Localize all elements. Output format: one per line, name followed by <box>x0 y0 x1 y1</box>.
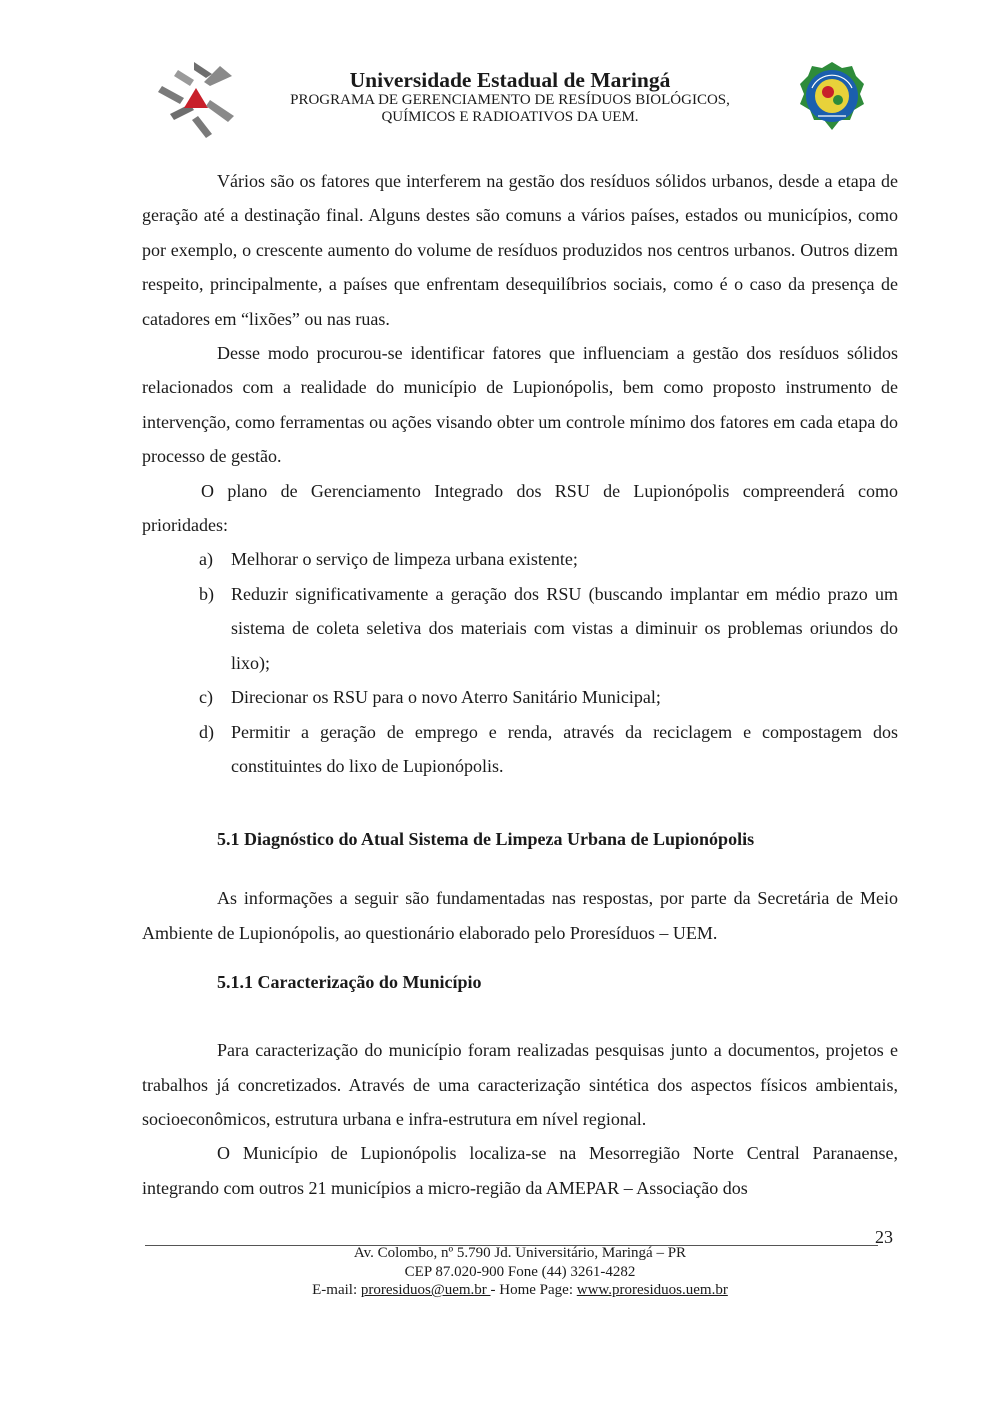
paragraph-5: Para caracterização do município foram realizadas pesquisas junto a documentos, projetos e trabalhos já concretizados. Através de uma caracterização sintética dos aspectos físicos ambientais, socioeconômicos, estrutura urbana e infra-estrutura em nível regional. <box>142 1040 898 1129</box>
list-item-text: Direcionar os RSU para o novo Aterro Sanitário Municipal; <box>231 687 661 708</box>
paragraph-1: Vários são os fatores que interferem na gestão dos resíduos sólidos urbanos, desde a etapa de geração até a destinação final. Alguns destes são comuns a vários países, estados ou municípios, como por exemplo, o crescente aumento do volume de resíduos produzidos nos centros urbanos. Outros dizem respeito, principalmente, a países que enfrentam desequilíbrios sociais, como é o caso da presença de catadores em “lixões” ou nas ruas. <box>142 171 898 329</box>
list-item-text: Melhorar o serviço de limpeza urbana existente; <box>231 549 578 570</box>
page-number: 23 <box>875 1227 893 1247</box>
list-item-text: Reduzir significativamente a geração dos RSU (buscando implantar em médio prazo um sistema de coleta seletiva dos materiais com vistas a diminuir os problemas oriundos do lixo); <box>231 583 898 673</box>
document-body <box>142 164 898 1205</box>
program-title-line-1: PROGRAMA DE GERENCIAMENTO DE RESÍDUOS BIOLÓGICOS, <box>290 92 730 108</box>
priorities-list <box>142 542 898 783</box>
footer-address: Av. Colombo, nº 5.790 Jd. Universitário, Maringá – PR <box>353 1245 687 1261</box>
list-item <box>142 680 898 714</box>
list-item <box>142 715 898 784</box>
page-footer <box>145 1244 895 1300</box>
list-item <box>142 542 898 576</box>
list-item <box>142 577 898 680</box>
footer-contact <box>145 1281 895 1300</box>
homepage-label: - Home Page: <box>490 1282 577 1299</box>
list-marker: b) <box>199 583 214 604</box>
list-marker: c) <box>199 687 213 708</box>
program-title-line-2: QUÍMICOS E RADIOATIVOS DA UEM. <box>381 109 639 125</box>
email-link[interactable]: proresiduos@uem.br <box>360 1282 491 1299</box>
uem-logo <box>150 56 242 140</box>
paragraph-4: As informações a seguir são fundamentadas nas respostas, por parte da Secretária de Meio Ambiente de Lupionópolis, ao questionário elaborado pelo Proresíduos – UEM. <box>142 888 898 943</box>
list-item-text: Permitir a geração de emprego e renda, através da reciclagem e compostagem dos constituintes do lixo de Lupionópolis. <box>231 721 898 776</box>
paragraph-2: Desse modo procurou-se identificar fatores que influenciam a gestão dos resíduos sólidos relacionados com a realidade do município de Lupionópolis, bem como proposto instrumento de intervenção, como ferramentas ou ações visando obter um controle mínimo dos fatores em cada etapa do processo de gestão. <box>142 343 898 467</box>
email-label: E-mail: <box>312 1282 361 1299</box>
paragraph-3: O plano de Gerenciamento Integrado dos RSU de Lupionópolis compreenderá como prioridades: <box>142 480 898 536</box>
homepage-link[interactable]: www.proresiduos.uem.br <box>576 1282 728 1299</box>
subsection-heading: 5.1.1 Caracterização do Município <box>217 972 482 993</box>
list-marker: d) <box>199 721 214 742</box>
section-heading: 5.1 Diagnóstico do Atual Sistema de Limpeza Urbana de Lupionópolis <box>217 829 755 850</box>
university-name: Universidade Estadual de Maringá <box>349 68 671 92</box>
page-header <box>150 56 870 142</box>
footer-cep-phone: CEP 87.020-900 Fone (44) 3261-4282 <box>404 1263 636 1280</box>
proresiduos-logo <box>796 58 868 136</box>
paragraph-6: O Município de Lupionópolis localiza-se na Mesorregião Norte Central Paranaense, integrando com outros 21 municípios a micro-região da AMEPAR – Associação dos <box>142 1143 898 1198</box>
list-marker: a) <box>199 549 213 570</box>
